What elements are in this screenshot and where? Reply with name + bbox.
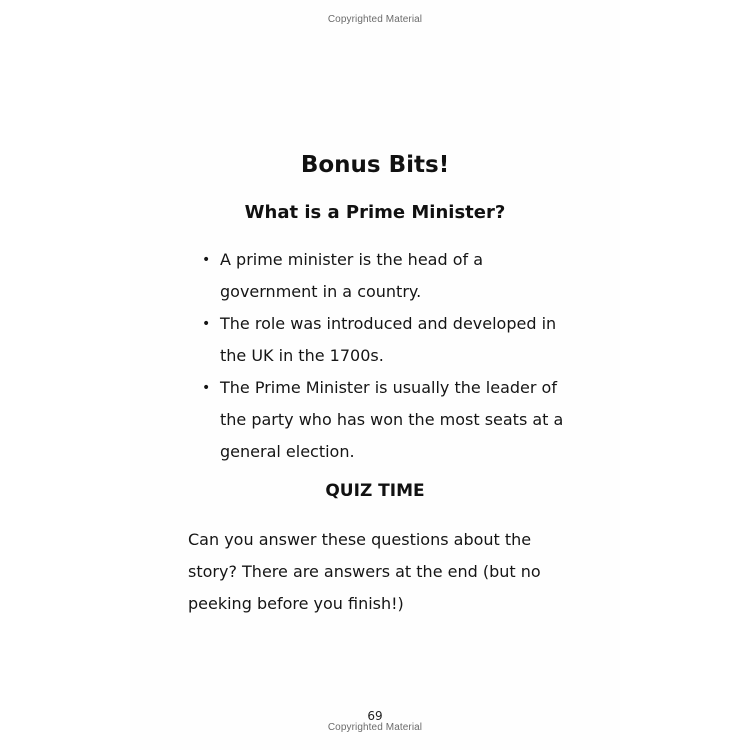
copyright-watermark-bottom: Copyrighted Material (327, 722, 423, 733)
copyright-watermark-top: Copyrighted Material (327, 14, 423, 25)
fact-text: The Prime Minister is usually the leader of the party who has won the most seats at a general election. (220, 378, 564, 461)
bullet-icon: • (202, 252, 211, 268)
fact-list-item (196, 372, 576, 468)
page-title: Bonus Bits! (300, 152, 450, 178)
fact-text: A prime minister is the head of a government in a country. (220, 250, 484, 301)
quiz-heading: QUIZ TIME (325, 481, 425, 501)
fact-list-item (196, 244, 576, 308)
bullet-icon: • (202, 380, 211, 396)
fact-list-item (196, 308, 576, 372)
fact-text: The role was introduced and developed in the UK in the 1700s. (220, 314, 557, 365)
page-number: 69 (367, 709, 383, 723)
quiz-intro-paragraph: Can you answer these questions about the story? There are answers at the end (but no peeking before you finish!) (188, 530, 541, 613)
fact-list (196, 244, 576, 468)
section-subtitle: What is a Prime Minister? (244, 202, 506, 223)
bullet-icon: • (202, 316, 211, 332)
